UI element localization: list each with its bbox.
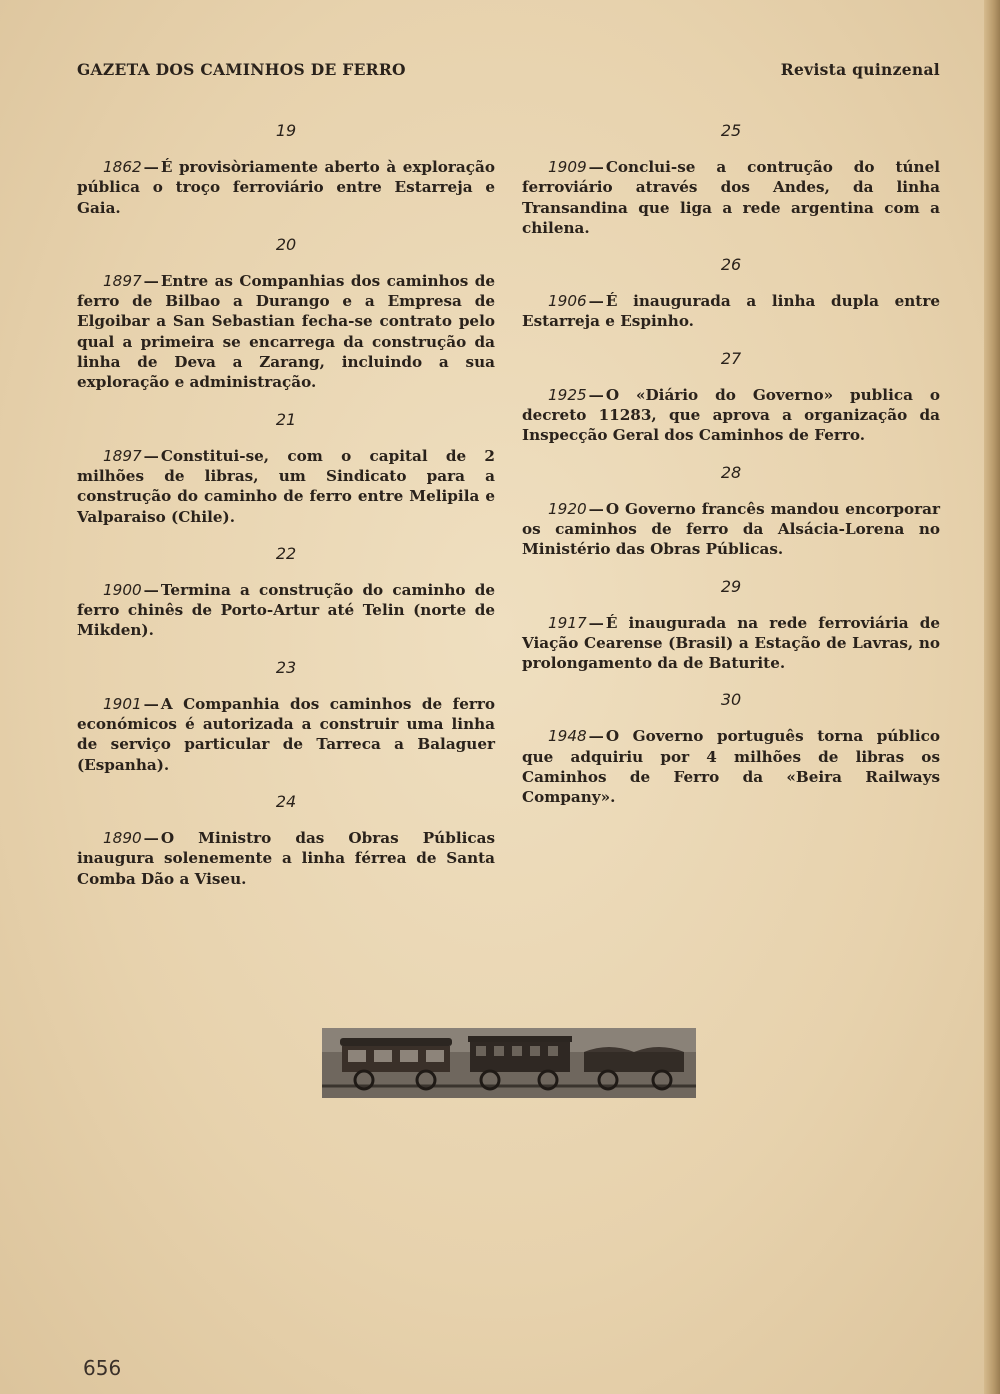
entry-block <box>77 657 495 775</box>
right-column <box>522 120 940 824</box>
entry-body: Constitui-se, com o capital de 2 milhões de libras, um Sindicato para a construção do caminho de ferro entre Melipila e Valparaiso (Chile). <box>77 446 495 526</box>
day-number: 23 <box>275 657 297 677</box>
entry-body: O Ministro das Obras Públicas inaugura solenemente a linha férrea de Santa Comba Dão a Viseu. <box>77 828 495 888</box>
entry-body: É inaugurada na rede ferroviária de Viação Cearense (Brasil) a Estação de Lavras, no prolongamento da de Baturite. <box>522 613 940 673</box>
entry-text: 1901 — A Companhia dos caminhos de ferro económicos é autorizada a construir uma linha de serviço particular de Tarreca a Balaguer (Espanha). <box>77 694 495 774</box>
entry-year: 1920 <box>548 499 587 518</box>
entry-text: 1925 — O «Diário do Governo» publica o decreto 11283, que aprova a organização da Inspecção Geral dos Caminhos de Ferro. <box>522 385 940 445</box>
entry-text: 1897 — Entre as Companhias dos caminhos de ferro de Bilbao a Durango e a Empresa de Elgoibar a San Sebastian fecha-se contrato pelo qual a primeira se encarrega da construção da linha de Deva a Zarang, incluindo a sua exploração e administração. <box>77 271 495 392</box>
train-illustration <box>322 1028 696 1098</box>
entry-block <box>77 791 495 889</box>
day-number: 29 <box>720 576 742 596</box>
entry-year: 1948 <box>548 727 587 746</box>
day-number: 20 <box>275 234 297 254</box>
entry-block <box>522 120 940 238</box>
entry-body: O Governo francês mandou encorporar os caminhos de ferro da Alsácia-Lorena no Ministério das Obras Públicas. <box>522 499 940 559</box>
entry-block <box>522 254 940 332</box>
day-number: 26 <box>720 255 742 275</box>
entry-year: 1906 <box>548 292 587 311</box>
entry-body: O Governo português torna público que adquiriu por 4 milhões de libras os Caminhos de Ferro da «Beira Railways Company». <box>522 727 940 807</box>
entry-block <box>77 543 495 641</box>
entry-year: 1897 <box>103 446 142 465</box>
entry-year: 1897 <box>103 271 142 290</box>
entry-body: É inaugurada a linha dupla entre Estarreja e Espinho. <box>522 292 940 331</box>
running-head-subtitle: Revista quinzenal <box>780 60 940 79</box>
entry-year: 1901 <box>103 694 142 713</box>
entry-block <box>77 234 495 393</box>
day-number: 27 <box>720 348 742 368</box>
entry-body: O «Diário do Governo» publica o decreto 11283, que aprova a organização da Inspecção Geral dos Caminhos de Ferro. <box>522 385 940 445</box>
left-column <box>77 120 495 905</box>
entry-text: 1948 — O Governo português torna público que adquiriu por 4 milhões de libras os Caminhos de Ferro da «Beira Railways Company». <box>522 727 940 807</box>
entry-block <box>77 409 495 527</box>
day-number: 19 <box>275 121 297 140</box>
entry-year: 1909 <box>548 158 587 176</box>
entry-year: 1925 <box>548 385 587 404</box>
day-number: 21 <box>275 409 297 429</box>
entry-text: 1897 — Constitui-se, com o capital de 2 milhões de libras, um Sindicato para a construção do caminho de ferro entre Melipila e Valparaiso (Chile). <box>77 446 495 526</box>
running-head-title: GAZETA DOS CAMINHOS DE FERRO <box>77 60 406 79</box>
day-number: 28 <box>720 462 742 482</box>
entry-text: 1890 — O Ministro das Obras Públicas inaugura solenemente a linha férrea de Santa Comba Dão a Viseu. <box>77 828 495 888</box>
entry-body: Conclui-se a contrução do túnel ferroviário através dos Andes, da linha Transandina que liga a rede argentina com a chilena. <box>522 158 940 237</box>
entry-text: 1909 — Conclui-se a contrução do túnel ferroviário através dos Andes, da linha Transandina que liga a rede argentina com a chilena. <box>522 158 940 237</box>
entry-body: É provisòriamente aberto à exploração pública o troço ferroviário entre Estarreja e Gaia. <box>77 158 495 217</box>
entry-text: 1917 — É inaugurada na rede ferroviária de Viação Cearense (Brasil) a Estação de Lavras, no prolongamento da de Baturite. <box>522 613 940 673</box>
entry-year: 1900 <box>103 580 142 599</box>
entry-block <box>77 120 495 218</box>
entry-block <box>522 689 940 807</box>
entry-body: A Companhia dos caminhos de ferro económicos é autorizada a construir uma linha de serviço particular de Tarreca a Balaguer (Espanha). <box>77 694 495 774</box>
entry-body: Entre as Companhias dos caminhos de ferro de Bilbao a Durango e a Empresa de Elgoibar a San Sebastian fecha-se contrato pelo qual a primeira se encarrega da construção da linha de Deva a Zarang, incluindo a sua exploração e administração. <box>77 271 495 392</box>
entry-year: 1890 <box>103 828 142 847</box>
entry-text: 1900 — Termina a construção do caminho de ferro chinês de Porto-Artur até Telin (norte de Mikden). <box>77 580 495 640</box>
day-number: 30 <box>720 690 742 710</box>
page-spine-shadow <box>984 0 1000 1394</box>
entry-text: 1862 — É provisòriamente aberto à exploração pública o troço ferroviário entre Estarreja e Gaia. <box>77 158 495 217</box>
day-number: 24 <box>275 791 297 811</box>
day-number: 25 <box>720 121 742 140</box>
entry-year: 1862 <box>103 158 142 176</box>
day-number: 22 <box>275 543 297 563</box>
entry-body: Termina a construção do caminho de ferro chinês de Porto-Artur até Telin (norte de Mikden). <box>77 580 495 640</box>
entry-block <box>522 348 940 446</box>
entry-text: 1906 — É inaugurada a linha dupla entre Estarreja e Espinho. <box>522 292 940 331</box>
entry-block <box>522 462 940 560</box>
entry-block <box>522 576 940 674</box>
entry-year: 1917 <box>548 613 587 632</box>
entry-text: 1920 — O Governo francês mandou encorporar os caminhos de ferro da Alsácia-Lorena no Ministério das Obras Públicas. <box>522 499 940 559</box>
page-number: 656 <box>83 1356 122 1380</box>
